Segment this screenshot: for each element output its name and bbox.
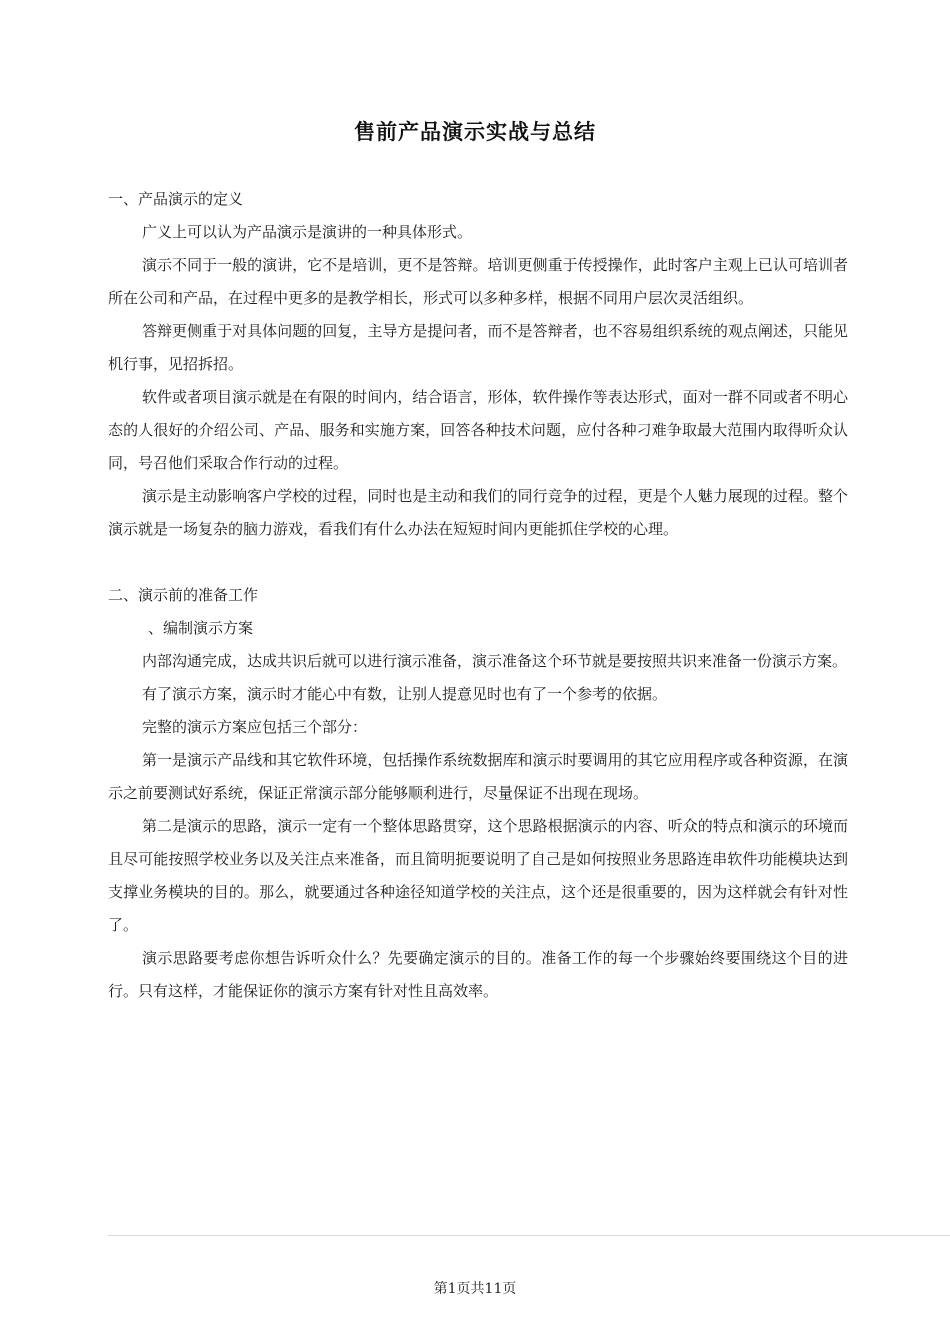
paragraph: 演示是主动影响客户学校的过程，同时也是主动和我们的同行竞争的过程，更是个人魅力展现的过程。整个演示就是一场复杂的脑力游戏，看我们有什么办法在短短时间内更能抓住学校的心理。 xyxy=(108,487,848,538)
document-body xyxy=(108,183,848,1008)
paragraph: 完整的演示方案应包括三个部分： xyxy=(142,718,368,736)
paragraph: 广义上可以认为产品演示是演讲的一种具体形式。 xyxy=(142,223,473,241)
paragraph: 内部沟通完成，达成共识后就可以进行演示准备，演示准备这个环节就是要按照共识来准备一份演示方案。 xyxy=(142,652,848,670)
page-number: 第1页共11页 xyxy=(433,1281,517,1297)
paragraph: 演示不同于一般的演讲，它不是培训，更不是答辩。培训更侧重于传授操作，此时客户主观上已认可培训者所在公司和产品，在过程中更多的是教学相长，形式可以多种多样，根据不同用户层次灵活组织。 xyxy=(108,256,848,307)
subsection-heading: 、编制演示方案 xyxy=(148,619,254,637)
section-spacer xyxy=(108,546,848,579)
paragraph: 第一是演示产品线和其它软件环境，包括操作系统数据库和演示时要调用的其它应用程序或各种资源，在演示之前要测试好系统，保证正常演示部分能够顺利进行，尽量保证不出现在现场。 xyxy=(108,751,848,802)
page-title: 售前产品演示实战与总结 xyxy=(354,120,596,144)
paragraph: 演示思路要考虑你想告诉听众什么？先要确定演示的目的。准备工作的每一个步骤始终要围绕这个目的进行。只有这样，才能保证你的演示方案有针对性且高效率。 xyxy=(108,949,848,1000)
section-heading: 一、产品演示的定义 xyxy=(108,190,244,208)
paragraph: 有了演示方案，演示时才能心中有数，让别人提意见时也有了一个参考的依据。 xyxy=(142,685,668,703)
paragraph: 软件或者项目演示就是在有限的时间内，结合语言，形体，软件操作等表达形式，面对一群不同或者不明心态的人很好的介绍公司、产品、服务和实施方案，回答各种技术问题，应付各种刁难争取最大范围内取得听众认同，号召他们采取合作行动的过程。 xyxy=(108,388,848,472)
paragraph: 第二是演示的思路，演示一定有一个整体思路贯穿，这个思路根据演示的内容、听众的特点和演示的环境而且尽可能按照学校业务以及关注点来准备，而且简明扼要说明了自己是如何按照业务思路连串软件功能模块达到支撑业务模块的目的。那么，就要通过各种途径知道学校的关注点，这个还是很重要的，因为这样就会有针对性了。 xyxy=(108,817,848,934)
section-heading: 二、演示前的准备工作 xyxy=(108,586,259,604)
paragraph: 答辩更侧重于对具体问题的回复，主导方是提问者，而不是答辩者，也不容易组织系统的观点阐述，只能见机行事，见招拆招。 xyxy=(108,322,848,373)
footer-divider xyxy=(108,1235,950,1236)
